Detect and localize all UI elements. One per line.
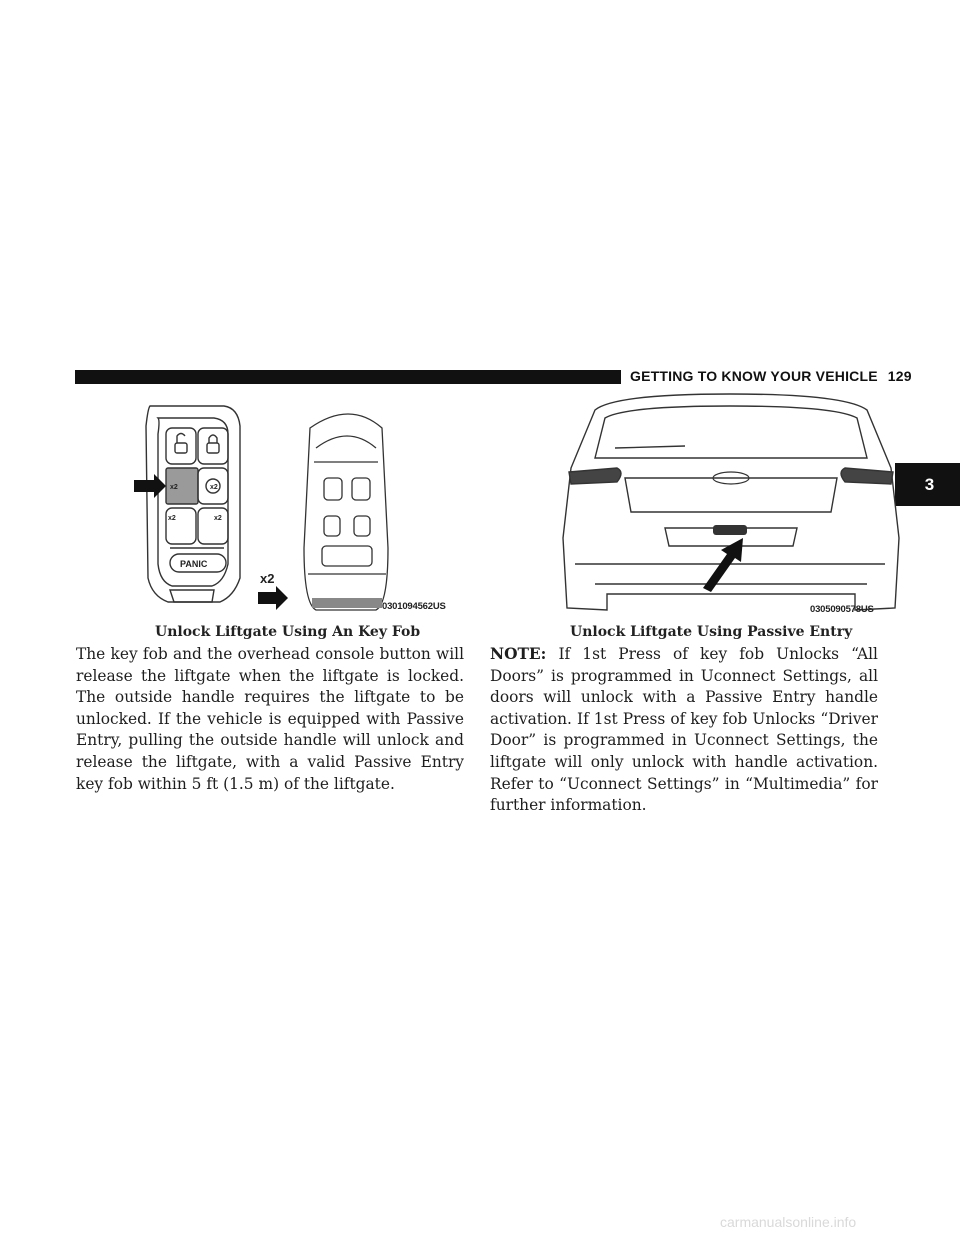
figure-passive-entry: [555, 388, 905, 616]
watermark: carmanualsonline.info: [720, 1214, 857, 1230]
key-fob-illustration: [120, 398, 470, 616]
figure-caption: Unlock Liftgate Using An Key Fob: [155, 624, 421, 640]
button-press-mark: x2: [170, 484, 178, 491]
chapter-tab: 3: [895, 463, 960, 506]
note-label: NOTE:: [490, 645, 547, 663]
image-code: 0301094562US: [382, 601, 446, 612]
vehicle-rear-illustration: [555, 388, 905, 616]
note-text: If 1st Press of key fob Unlocks “All Doors” is programmed in Uconnect Settings, all doors will unlock with a Passive Entry handle activation. If 1st Press of key fob Unlocks “Driver Door” is programmed in Uconnect Settings, the liftgate will only unlock with handle activation. Refer to “Uconnect Settings” in “Multimedia” for further information.: [490, 645, 878, 815]
button-press-mark: x2: [214, 515, 222, 522]
note-paragraph: [490, 644, 878, 817]
body-paragraph: The key fob and the overhead console button will release the liftgate when the liftgate is locked. The outside handle requires the liftgate to be unlocked. If the vehicle is equipped with Passive Entry, pulling the outside handle will unlock and release the liftgate, with a valid Passive Entry key fob within 5 ft (1.5 m) of the liftgate.: [76, 645, 464, 793]
image-code: 0305090578US: [810, 604, 874, 615]
liftgate-handle: [713, 525, 747, 535]
button-press-mark: x2: [168, 515, 176, 522]
fob-panic-label: PANIC: [180, 559, 208, 569]
figure-key-fob: [120, 398, 470, 616]
press-count-label: x2: [260, 571, 275, 586]
liftgate-highlight: [312, 598, 382, 608]
button-press-mark: x2: [210, 484, 218, 491]
page-number: 129: [887, 368, 912, 384]
figure-caption: Unlock Liftgate Using Passive Entry: [570, 624, 853, 640]
running-header: [630, 368, 912, 384]
pointer-arrow-icon: [258, 586, 288, 610]
header-rule: [75, 370, 621, 384]
pointer-arrow-icon: [134, 474, 166, 498]
section-title: GETTING TO KNOW YOUR VEHICLE: [630, 368, 878, 384]
